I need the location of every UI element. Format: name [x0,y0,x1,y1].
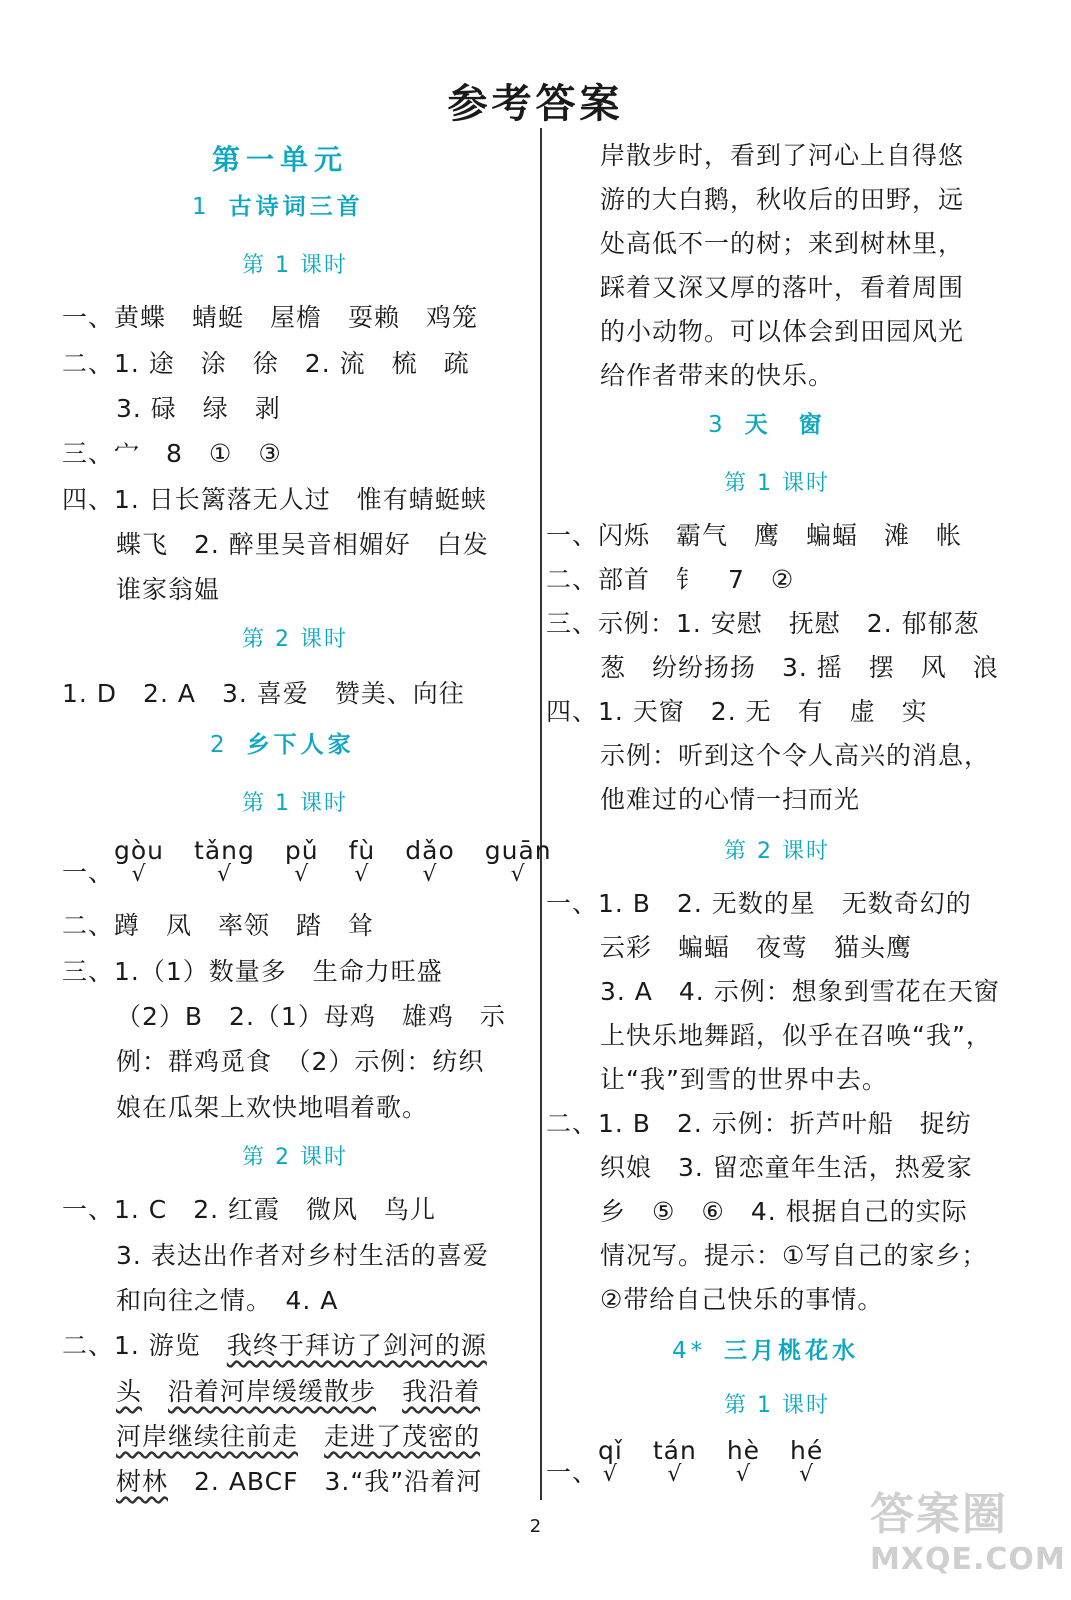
lesson-2-period-1: 第 1 课时 [242,791,348,816]
question-label: 一、 [546,1458,599,1487]
answer-line: 树林 2. ABCF 3.“我”沿着河 [116,1467,483,1496]
pinyin-answer-line [62,836,552,889]
answer-line: 让“我”到雪的世界中去。 [600,1065,888,1094]
answer-line: （2）B 2.（1）母鸡 雄鸡 示 [116,1002,506,1031]
answer-line: 游的大白鹅，秋收后的田野，远 [600,185,965,214]
pinyin-item: qǐ √ [598,1436,623,1487]
pinyin-item: fù √ [348,836,376,887]
answer-line: 岸散步时，看到了河心上自得悠 [600,141,965,170]
pinyin-item: hé √ [790,1436,824,1487]
pinyin-item: pǔ √ [284,836,319,887]
answer-line: 谁家翁媪 [116,575,221,604]
answer-line: 三、示例：1. 安慰 抚慰 2. 郁郁葱 [546,609,980,638]
watermark-text: 答案圈 [870,1489,1008,1540]
lesson-2-heading [210,726,355,759]
lesson-3-heading [708,406,826,439]
answer-line: 3. A 4. 示例：想象到雪花在天窗 [600,977,1000,1006]
wavy-underlined-text: 河岸继续往前走 [116,1422,299,1451]
lesson-3-period-2: 第 2 课时 [724,839,830,864]
answer-line [116,1372,480,1408]
answer-line: 他难过的心情一扫而光 [600,785,861,814]
pinyin-item: tǎng √ [194,836,255,887]
answer-line: 一、闪烁 霸气 鹰 蝙蝠 滩 帐 [546,521,963,550]
pinyin-item: gòu √ [114,836,165,887]
lesson-4-period-1: 第 1 课时 [724,1393,830,1418]
check-mark: √ [510,862,526,887]
wavy-underlined-text: 沿着河岸缓缓散步 [168,1377,377,1406]
answer-line: 云彩 蝙蝠 夜莺 猫头鹰 [600,933,913,962]
page-number: 2 [529,1516,542,1537]
lesson-number: 4* [672,1338,707,1364]
answer-line: 的小动物。可以体会到田园风光 [600,317,965,346]
lesson-3-period-1: 第 1 课时 [724,471,830,496]
answer-line: 处高低不一的树；来到树林里， [600,229,965,258]
lesson-1-period-2: 第 2 课时 [242,627,348,652]
answer-line: 3. 碌 绿 剥 [116,394,281,423]
answer-line: 蝶飞 2. 醉里吴音相媚好 白发 [116,530,489,559]
lesson-1-period-1: 第 1 课时 [242,253,348,278]
lesson-number: 3 [708,412,727,438]
wavy-underlined-text: 走进了茂密的 [324,1422,481,1451]
check-mark: √ [216,862,232,887]
check-mark: √ [799,1462,815,1487]
answer-line: 和向往之情。 4. A [116,1286,339,1315]
pinyin-answer-line [546,1436,853,1489]
check-mark: √ [667,1462,683,1487]
check-mark: √ [294,862,310,887]
lesson-name: 天 窗 [744,412,826,438]
answer-line: 踩着又深又厚的落叶，看着周围 [600,273,965,302]
answer-line: 给作者带来的快乐。 [600,361,835,390]
answer-line: 二、1. 途 涂 徐 2. 流 梳 疏 [62,349,470,378]
pinyin-item: hè √ [726,1436,761,1487]
answer-line: 一、1. B 2. 无数的星 无数奇幻的 [546,889,972,918]
wavy-underlined-text: 我沿着 [402,1377,481,1406]
watermark-logo [870,1478,1066,1588]
answer-line: 1. D 2. A 3. 喜爱 赞美、向往 [62,679,465,708]
lesson-number: 2 [210,732,229,758]
unit-heading: 第一单元 [212,143,349,176]
lesson-1-heading [192,188,364,221]
check-mark: √ [735,1462,751,1487]
answer-line: 乡 ⑤ ⑥ 4. 根据自己的实际 [600,1197,968,1226]
lesson-name: 乡下人家 [246,732,355,758]
watermark-url: MXQE.COM [870,1542,1066,1577]
pinyin-item: dǎo √ [405,836,455,887]
pinyin-item: tán √ [652,1436,697,1487]
page-title: 参考答案 [447,81,624,127]
answer-line: 上快乐地舞蹈，似乎在召唤“我”， [600,1021,992,1050]
pinyin-item: guān √ [484,836,552,887]
answer-line: 织娘 3. 留恋童年生活，热爱家 [600,1153,973,1182]
answer-line: 娘在瓜架上欢快地唱着歌。 [116,1093,429,1122]
answer-line: 三、1.（1）数量多 生命力旺盛 [62,957,443,986]
answer-line: 一、黄蝶 蜻蜓 屋檐 耍赖 鸡笼 [62,303,479,332]
answer-line: 四、1. 日长篱落无人过 惟有蜻蜓蛱 [62,485,487,514]
answer-line: 三、宀 8 ① ③ [62,439,282,468]
check-mark: √ [422,862,438,887]
check-mark: √ [602,1462,618,1487]
lesson-2-period-2: 第 2 课时 [242,1145,348,1170]
answer-line: 四、1. 天窗 2. 无 有 虚 实 [546,697,928,726]
answer-line: 二、1. B 2. 示例：折芦叶船 捉纺 [546,1109,972,1138]
answer-line [116,1417,480,1453]
wavy-underlined-text: 我终于拜访了剑河的源 [226,1331,487,1360]
check-mark: √ [354,862,370,887]
check-mark: √ [131,862,147,887]
column-divider [540,128,542,1500]
answer-line: 3. 表达出作者对乡村生活的喜爱 [116,1241,489,1270]
answer-line: ②带给自己快乐的事情。 [600,1285,884,1314]
answer-line: 例：群鸡觅食 （2）示例：纺织 [116,1047,485,1076]
answer-line: 情况写。提示：①写自己的家乡； [600,1241,988,1270]
wavy-underlined-text: 树林 [116,1467,169,1496]
lesson-number: 1 [192,194,211,220]
answer-line: 二、部首 钅 7 ② [546,565,795,594]
lesson-4-heading [672,1332,859,1365]
answer-line: 示例：听到这个令人高兴的消息， [600,741,991,770]
lesson-name: 三月桃花水 [724,1338,860,1364]
lesson-name: 古诗词三首 [228,194,364,220]
question-label: 一、 [62,858,115,887]
answer-line: 一、1. C 2. 红霞 微风 鸟儿 [62,1195,437,1224]
answer-line: 二、蹲 凤 率领 踏 耸 [62,911,375,940]
answer-line: 葱 纷纷扬扬 3. 摇 摆 风 浪 [600,653,999,682]
answer-line: 二、1. 游览 我终于拜访了剑河的源 [62,1331,487,1360]
wavy-underlined-text: 头 [116,1377,143,1406]
